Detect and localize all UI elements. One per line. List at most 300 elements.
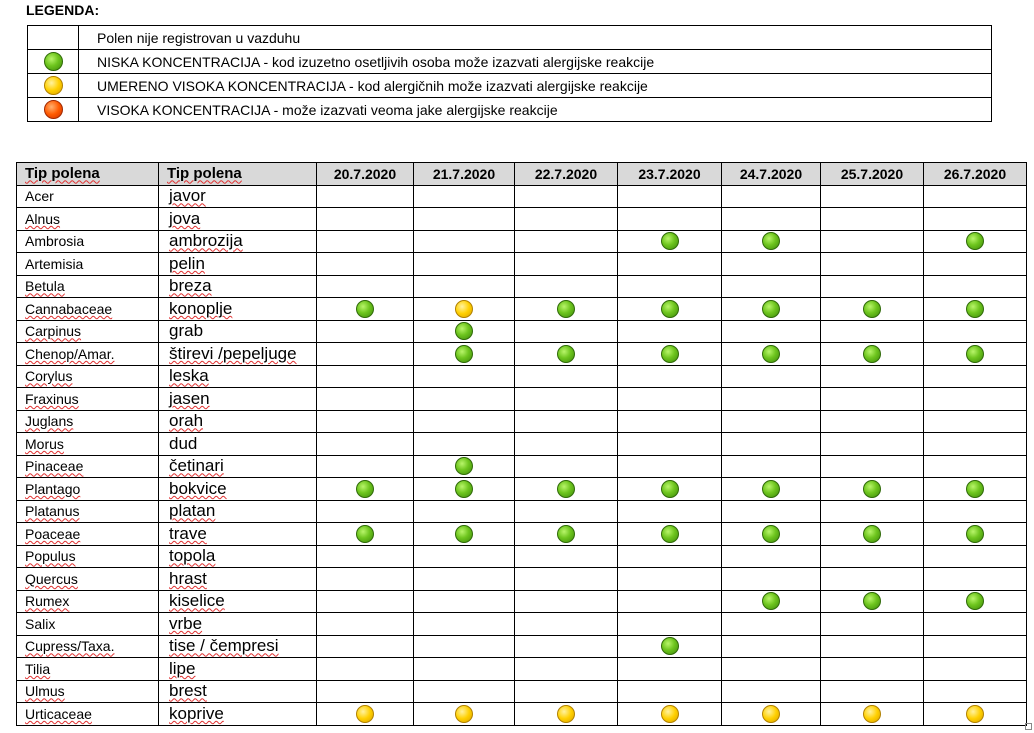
table-row [17, 523, 1027, 546]
day-cell [924, 208, 1027, 231]
table-row [17, 568, 1027, 591]
day-cell [821, 568, 924, 591]
day-cell [924, 185, 1027, 208]
local-name-cell [159, 410, 317, 433]
day-cell [317, 455, 414, 478]
day-cell [618, 410, 722, 433]
legend-symbol-cell [28, 50, 79, 74]
local-name: grab [169, 321, 204, 341]
latin-name: Pinaceae [25, 458, 84, 475]
day-cell [414, 635, 515, 658]
green-dot-icon [661, 480, 679, 498]
latin-name: Chenop/Amar. [25, 345, 115, 362]
day-cell [618, 478, 722, 501]
day-cell [618, 388, 722, 411]
latin-name: Urticaceae [25, 705, 92, 722]
latin-name: Rumex [25, 593, 70, 610]
green-dot-icon [455, 480, 473, 498]
day-cell [414, 455, 515, 478]
day-cell [924, 410, 1027, 433]
latin-name: Plantago [25, 480, 81, 497]
local-name: vrbe [169, 613, 203, 633]
green-dot-icon [455, 525, 473, 543]
day-cell [924, 635, 1027, 658]
day-cell [317, 185, 414, 208]
day-cell [618, 298, 722, 321]
latin-name-cell [17, 275, 159, 298]
table-header-row [17, 163, 1027, 186]
day-cell [414, 545, 515, 568]
day-cell [618, 343, 722, 366]
legend-table [27, 25, 992, 122]
day-cell [924, 478, 1027, 501]
day-cell [722, 613, 821, 636]
day-cell [821, 208, 924, 231]
local-name-cell [159, 658, 317, 681]
local-name: konoplje [169, 298, 233, 318]
day-cell [317, 590, 414, 613]
day-cell [317, 635, 414, 658]
day-cell [924, 298, 1027, 321]
day-cell [317, 320, 414, 343]
day-cell [414, 208, 515, 231]
table-row [17, 433, 1027, 456]
latin-name: Salix [25, 615, 56, 632]
local-name-cell [159, 455, 317, 478]
latin-name-cell [17, 590, 159, 613]
header-pollen-type [159, 163, 317, 186]
day-cell [317, 568, 414, 591]
latin-name-cell [17, 635, 159, 658]
day-cell [414, 365, 515, 388]
table-row [17, 343, 1027, 366]
green-dot-icon [762, 480, 780, 498]
table-row [17, 613, 1027, 636]
green-dot-icon [455, 345, 473, 363]
local-name: kiselice [169, 591, 225, 611]
green-dot-icon [661, 345, 679, 363]
day-cell [722, 365, 821, 388]
day-cell [821, 500, 924, 523]
day-cell [317, 433, 414, 456]
day-cell [821, 320, 924, 343]
legend-symbol-cell [28, 74, 79, 98]
day-cell [722, 680, 821, 703]
day-cell [515, 500, 618, 523]
day-cell [414, 410, 515, 433]
latin-name: Acer [25, 188, 54, 205]
latin-name-cell [17, 365, 159, 388]
legend-row [28, 50, 992, 74]
day-cell [317, 410, 414, 433]
local-name-cell [159, 635, 317, 658]
day-cell [924, 275, 1027, 298]
day-cell [317, 703, 414, 726]
day-cell [515, 365, 618, 388]
day-cell [821, 230, 924, 253]
latin-name-cell [17, 320, 159, 343]
green-dot-icon [863, 300, 881, 318]
green-dot-icon [762, 525, 780, 543]
latin-name-cell [17, 208, 159, 231]
latin-name-cell [17, 478, 159, 501]
latin-name-cell [17, 388, 159, 411]
day-cell [618, 320, 722, 343]
latin-name-cell [17, 523, 159, 546]
table-row [17, 500, 1027, 523]
yellow-dot-icon [762, 705, 780, 723]
day-cell [618, 253, 722, 276]
latin-name: Poaceae [25, 525, 81, 542]
green-dot-icon [966, 480, 984, 498]
legend-text: UMERENO VISOKA KONCENTRACIJA - kod alergičnih može izazvati alergijske reakcije [79, 74, 992, 98]
day-cell [722, 455, 821, 478]
day-cell [618, 568, 722, 591]
day-cell [515, 343, 618, 366]
day-cell [414, 275, 515, 298]
local-name-cell [159, 388, 317, 411]
green-dot-icon [863, 525, 881, 543]
day-cell [618, 275, 722, 298]
header-label: Tip polena [25, 165, 100, 183]
local-name-cell [159, 185, 317, 208]
green-dot-icon [863, 345, 881, 363]
local-name: bokvice [169, 478, 227, 498]
local-name-cell [159, 545, 317, 568]
day-cell [515, 410, 618, 433]
day-cell [317, 343, 414, 366]
day-cell [515, 590, 618, 613]
day-cell [414, 680, 515, 703]
day-cell [722, 523, 821, 546]
day-cell [414, 388, 515, 411]
day-cell [618, 500, 722, 523]
day-cell [414, 478, 515, 501]
day-cell [821, 545, 924, 568]
local-name-cell [159, 680, 317, 703]
day-cell [821, 433, 924, 456]
day-cell [618, 703, 722, 726]
day-cell [722, 343, 821, 366]
day-cell [821, 185, 924, 208]
latin-name: Artemisia [25, 255, 84, 272]
day-cell [515, 478, 618, 501]
local-name-cell [159, 703, 317, 726]
day-cell [317, 500, 414, 523]
header-date [821, 163, 924, 186]
local-name-cell [159, 478, 317, 501]
header-pollen-type [17, 163, 159, 186]
green-dot-icon [661, 300, 679, 318]
day-cell [515, 230, 618, 253]
green-dot-icon [762, 592, 780, 610]
day-cell [515, 298, 618, 321]
day-cell [618, 635, 722, 658]
latin-name: Betula [25, 278, 65, 295]
day-cell [924, 253, 1027, 276]
day-cell [924, 703, 1027, 726]
local-name-cell [159, 298, 317, 321]
day-cell [821, 253, 924, 276]
day-cell [414, 230, 515, 253]
local-name-cell [159, 613, 317, 636]
local-name: jova [169, 208, 201, 228]
green-dot-icon [557, 345, 575, 363]
day-cell [722, 545, 821, 568]
day-cell [722, 590, 821, 613]
day-cell [618, 230, 722, 253]
green-dot-icon [762, 300, 780, 318]
day-cell [924, 545, 1027, 568]
legend-symbol-cell [28, 26, 79, 50]
header-label: 23.7.2020 [638, 165, 701, 182]
day-cell [414, 568, 515, 591]
green-dot-icon [966, 592, 984, 610]
day-cell [722, 568, 821, 591]
legend-text: Polen nije registrovan u vazduhu [79, 26, 992, 50]
green-dot-icon [557, 480, 575, 498]
day-cell [821, 365, 924, 388]
latin-name: Alnus [25, 210, 61, 227]
local-name: tise / čempresi [169, 636, 279, 656]
local-name-cell [159, 365, 317, 388]
latin-name-cell [17, 545, 159, 568]
latin-name-cell [17, 253, 159, 276]
table-row [17, 185, 1027, 208]
local-name-cell [159, 590, 317, 613]
day-cell [618, 523, 722, 546]
day-cell [515, 253, 618, 276]
header-label: 26.7.2020 [943, 165, 1007, 182]
latin-name-cell [17, 433, 159, 456]
latin-name: Ulmus [25, 683, 65, 700]
header-label: Tip polena [167, 165, 242, 183]
day-cell [414, 703, 515, 726]
table-row [17, 680, 1027, 703]
yellow-dot-icon [557, 705, 575, 723]
latin-name-cell [17, 680, 159, 703]
green-dot-icon [356, 480, 374, 498]
day-cell [414, 590, 515, 613]
green-dot-icon [661, 232, 679, 250]
local-name: leska [169, 366, 209, 386]
day-cell [515, 613, 618, 636]
day-cell [515, 320, 618, 343]
day-cell [821, 455, 924, 478]
orange-dot-icon [44, 100, 63, 119]
local-name: lipe [169, 658, 196, 678]
day-cell [414, 320, 515, 343]
day-cell [618, 680, 722, 703]
legend-title: LEGENDA: [26, 2, 100, 18]
green-dot-icon [455, 457, 473, 475]
latin-name-cell [17, 568, 159, 591]
day-cell [722, 500, 821, 523]
local-name-cell [159, 253, 317, 276]
day-cell [618, 590, 722, 613]
green-dot-icon [455, 322, 473, 340]
local-name: platan [169, 501, 216, 521]
day-cell [618, 208, 722, 231]
table-row [17, 455, 1027, 478]
latin-name: Morus [25, 435, 64, 452]
latin-name-cell [17, 343, 159, 366]
legend-text: NISKA KONCENTRACIJA - kod izuzetno osetljivih osoba može izazvati alergijske reakcije [79, 50, 992, 74]
day-cell [515, 275, 618, 298]
day-cell [722, 298, 821, 321]
legend-row [28, 74, 992, 98]
local-name: koprive [169, 703, 224, 723]
yellow-dot-icon [455, 300, 473, 318]
local-name-cell [159, 343, 317, 366]
day-cell [515, 208, 618, 231]
day-cell [414, 523, 515, 546]
green-dot-icon [863, 592, 881, 610]
day-cell [317, 478, 414, 501]
day-cell [317, 545, 414, 568]
green-dot-icon [863, 480, 881, 498]
table-row [17, 658, 1027, 681]
day-cell [722, 433, 821, 456]
table-row [17, 253, 1027, 276]
day-cell [515, 568, 618, 591]
day-cell [618, 613, 722, 636]
day-cell [924, 433, 1027, 456]
yellow-dot-icon [966, 705, 984, 723]
green-dot-icon [557, 300, 575, 318]
green-dot-icon [762, 232, 780, 250]
local-name: brest [169, 681, 207, 701]
local-name-cell [159, 275, 317, 298]
latin-name: Quercus [25, 570, 78, 587]
day-cell [515, 455, 618, 478]
header-date [618, 163, 722, 186]
yellow-dot-icon [863, 705, 881, 723]
table-row [17, 208, 1027, 231]
local-name: breza [169, 276, 212, 296]
day-cell [722, 658, 821, 681]
table-row [17, 365, 1027, 388]
table-row [17, 703, 1027, 726]
latin-name: Juglans [25, 413, 74, 430]
header-label: 25.7.2020 [840, 165, 904, 182]
day-cell [515, 545, 618, 568]
day-cell [924, 455, 1027, 478]
day-cell [414, 433, 515, 456]
latin-name-cell [17, 658, 159, 681]
day-cell [414, 343, 515, 366]
green-dot-icon [966, 300, 984, 318]
legend-text: VISOKA KONCENTRACIJA - može izazvati veoma jake alergijske reakcije [79, 98, 992, 122]
local-name: hrast [169, 568, 207, 588]
day-cell [317, 388, 414, 411]
header-label: 22.7.2020 [534, 165, 598, 182]
day-cell [821, 680, 924, 703]
green-dot-icon [557, 525, 575, 543]
header-date [414, 163, 515, 186]
day-cell [821, 703, 924, 726]
day-cell [821, 343, 924, 366]
green-dot-icon [966, 232, 984, 250]
latin-name: Fraxinus [25, 390, 79, 407]
local-name: orah [169, 411, 204, 431]
day-cell [618, 455, 722, 478]
local-name: pelin [169, 253, 205, 273]
day-cell [317, 613, 414, 636]
day-cell [618, 658, 722, 681]
day-cell [924, 365, 1027, 388]
latin-name: Carpinus [25, 323, 82, 340]
local-name-cell [159, 568, 317, 591]
green-dot-icon [966, 345, 984, 363]
day-cell [722, 208, 821, 231]
day-cell [722, 410, 821, 433]
day-cell [515, 433, 618, 456]
latin-name: Corylus [25, 368, 73, 385]
day-cell [722, 253, 821, 276]
day-cell [618, 365, 722, 388]
day-cell [414, 253, 515, 276]
day-cell [821, 635, 924, 658]
local-name: trave [169, 523, 207, 543]
green-dot-icon [966, 525, 984, 543]
day-cell [821, 298, 924, 321]
latin-name: Tilia [25, 660, 51, 677]
header-date [515, 163, 618, 186]
day-cell [821, 590, 924, 613]
day-cell [722, 275, 821, 298]
latin-name: Cannabaceae [25, 300, 113, 317]
day-cell [924, 343, 1027, 366]
day-cell [722, 635, 821, 658]
day-cell [515, 658, 618, 681]
day-cell [618, 185, 722, 208]
day-cell [924, 658, 1027, 681]
day-cell [515, 680, 618, 703]
header-label: 24.7.2020 [739, 165, 803, 182]
latin-name: Cupress/Taxa. [25, 638, 115, 655]
yellow-dot-icon [661, 705, 679, 723]
day-cell [821, 388, 924, 411]
latin-name-cell [17, 703, 159, 726]
local-name: štirevi /pepeljuge [169, 343, 297, 363]
header-date [722, 163, 821, 186]
day-cell [317, 523, 414, 546]
local-name-cell [159, 523, 317, 546]
day-cell [317, 680, 414, 703]
day-cell [515, 703, 618, 726]
pollen-table [16, 162, 1027, 726]
local-name: jasen [169, 388, 210, 408]
day-cell [618, 545, 722, 568]
latin-name-cell [17, 410, 159, 433]
day-cell [722, 703, 821, 726]
day-cell [821, 410, 924, 433]
yellow-dot-icon [356, 705, 374, 723]
table-row [17, 298, 1027, 321]
day-cell [924, 500, 1027, 523]
day-cell [317, 298, 414, 321]
latin-name: Platanus [25, 503, 80, 520]
legend-row [28, 98, 992, 122]
green-dot-icon [762, 345, 780, 363]
latin-name-cell [17, 613, 159, 636]
local-name-cell [159, 433, 317, 456]
day-cell [924, 388, 1027, 411]
local-name: topola [169, 546, 216, 566]
yellow-dot-icon [44, 76, 63, 95]
day-cell [317, 365, 414, 388]
